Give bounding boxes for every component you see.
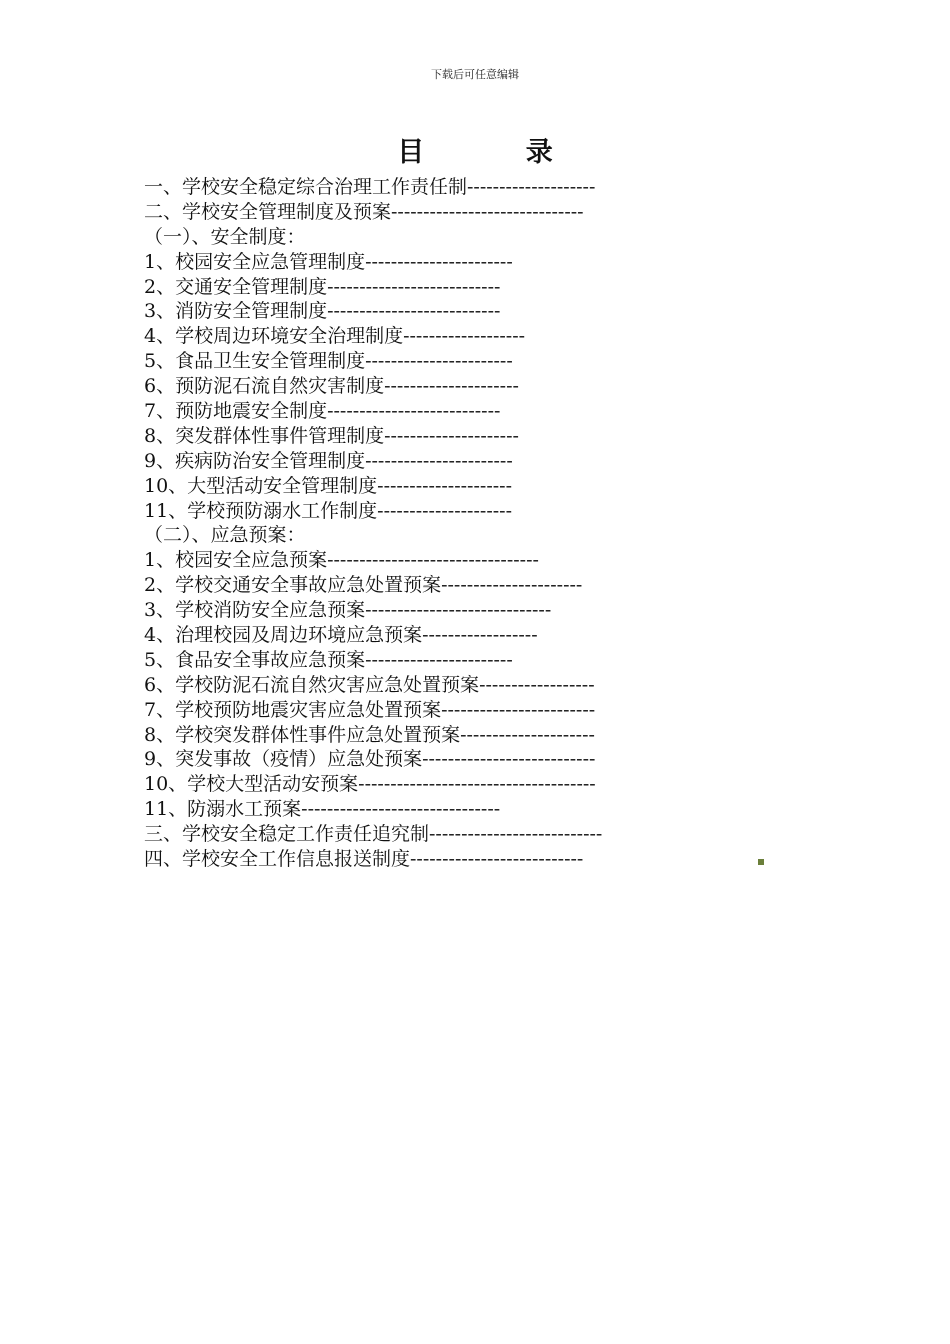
toc-entry: （二）、应急预案： [144, 524, 306, 547]
toc-entry: 9、疾病防治安全管理制度----------------------- [144, 449, 513, 472]
toc-entry: 3、消防安全管理制度--------------------------- [144, 300, 501, 323]
toc-entry: 7、预防地震安全制度--------------------------- [144, 400, 501, 423]
toc-entry: （一）、安全制度： [144, 225, 306, 248]
toc-entry: 四、学校安全工作信息报送制度--------------------------- [144, 848, 584, 871]
toc-entry: 6、学校防泥石流自然灾害应急处置预案------------------ [144, 673, 595, 696]
toc-entry: 二、学校安全管理制度及预案------------------------------ [144, 200, 584, 223]
table-of-contents [144, 175, 804, 872]
toc-entry: 6、预防泥石流自然灾害制度--------------------- [144, 375, 519, 398]
toc-entry: 7、学校预防地震灾害应急处置预案------------------------ [144, 698, 596, 721]
toc-entry: 8、突发群体性事件管理制度--------------------- [144, 424, 519, 447]
toc-entry: 11、学校预防溺水工作制度--------------------- [144, 499, 512, 522]
toc-entry: 2、交通安全管理制度--------------------------- [144, 275, 501, 298]
toc-entry: 一、学校安全稳定综合治理工作责任制-------------------- [144, 176, 596, 198]
toc-entry: 5、食品安全事故应急预案----------------------- [144, 648, 513, 671]
toc-entry: 10、大型活动安全管理制度--------------------- [144, 474, 512, 497]
toc-entry: 三、学校安全稳定工作责任追究制--------------------------- [144, 823, 603, 846]
toc-entry: 2、学校交通安全事故应急处置预案---------------------- [144, 574, 583, 597]
toc-entry: 4、治理校园及周边环境应急预案------------------ [144, 624, 538, 647]
toc-entry: 5、食品卫生安全管理制度----------------------- [144, 350, 513, 373]
header-note: 下载后可任意编辑 [431, 68, 519, 81]
toc-entry: 9、突发事故（疫情）应急处预案--------------------------- [144, 748, 596, 771]
toc-entry: 3、学校消防安全应急预案----------------------------- [144, 599, 552, 622]
toc-entry: 11、防溺水工预案------------------------------- [144, 798, 501, 821]
toc-entry: 1、校园安全应急预案--------------------------------- [144, 549, 539, 572]
toc-entry: 4、学校周边环境安全治理制度------------------- [144, 325, 526, 348]
toc-entry: 10、学校大型活动安预案------------------------------------- [144, 773, 596, 796]
cursor-marker-icon [758, 859, 764, 865]
toc-entry: 1、校园安全应急管理制度----------------------- [144, 250, 513, 273]
toc-entry: 8、学校突发群体性事件应急处置预案--------------------- [144, 723, 595, 746]
page-title: 目 录 [397, 137, 599, 168]
